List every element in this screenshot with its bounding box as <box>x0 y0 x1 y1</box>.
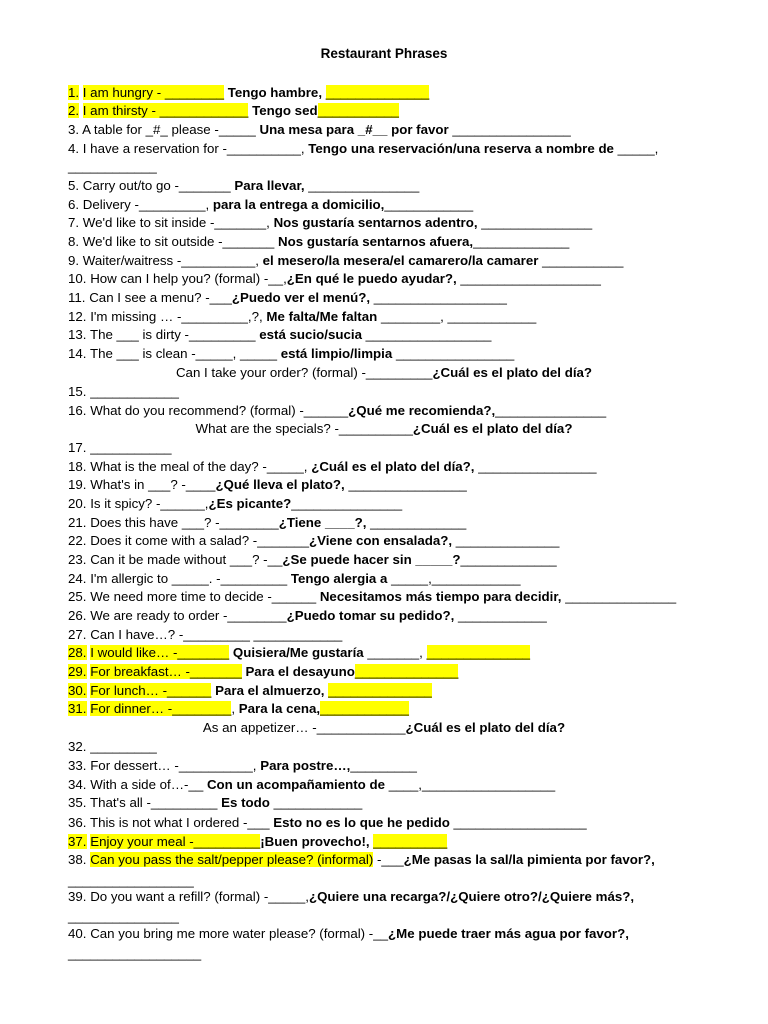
english-text: ________________ <box>452 122 571 137</box>
english-text: 10. <box>68 271 91 286</box>
english-text: -___ <box>373 852 404 867</box>
spanish-text: Quisiera/Me gustaría <box>232 645 364 660</box>
english-text: What do you recommend? (formal) -______ <box>90 403 349 418</box>
english-text: 36. <box>68 815 90 830</box>
english-text: Can you bring me more water please? (formal) -__ <box>90 926 389 941</box>
highlighted-text: ______________ <box>328 683 432 698</box>
highlighted-text: I am hungry - ________ <box>82 85 224 100</box>
phrase-line <box>68 814 748 832</box>
english-text: Does it come with a salad? -_______ <box>90 533 309 548</box>
english-text: _____, <box>613 141 659 156</box>
phrase-line <box>68 700 748 718</box>
english-text: 14. <box>68 346 90 361</box>
english-text: ____________ <box>68 159 157 174</box>
phrase-line <box>68 925 748 943</box>
highlighted-text: __________ <box>373 834 448 849</box>
phrase-line <box>68 289 748 307</box>
spanish-text: para la entrega a domicilio, <box>212 197 385 212</box>
spanish-text: Es todo <box>221 795 270 810</box>
highlighted-text: 1. <box>68 85 80 100</box>
english-text: _________________ <box>68 873 194 888</box>
english-text: Can I see a menu? -___ <box>89 290 232 305</box>
spanish-text: ¿Tiene ____?, <box>278 515 367 530</box>
english-text: 35. <box>68 795 90 810</box>
highlighted-text: 30. <box>68 683 87 698</box>
highlighted-text: For lunch… -______ <box>90 683 212 698</box>
spanish-text: ¿Quiere una recarga?/¿Quiere otro?/¿Quiere más?, <box>308 889 635 904</box>
english-text: 25. <box>68 589 91 604</box>
phrase-line <box>68 888 748 906</box>
english-text: 22. <box>68 533 91 548</box>
highlighted-text: For dinner… -________ <box>90 701 232 716</box>
english-text: We are ready to order -________ <box>90 608 287 623</box>
english-text: ________________ <box>344 477 467 492</box>
phrase-line <box>68 551 748 569</box>
phrase-line <box>68 514 748 532</box>
english-text: ________, ____________ <box>377 309 537 324</box>
english-text: 5. <box>68 178 83 193</box>
phrase-line <box>68 588 748 606</box>
english-text: 23. <box>68 552 91 567</box>
spanish-text: ¿Cuál es el plato del día?, <box>311 459 475 474</box>
english-text: How can I help you? (formal) -__, <box>90 271 287 286</box>
spanish-text: ¿Se puede hacer sin _____? <box>282 552 461 567</box>
spanish-text: Me falta/Me faltan <box>266 309 378 324</box>
phrase-line <box>68 140 748 158</box>
english-text: ________________ <box>392 346 515 361</box>
spanish-text: ¿Me pasas la sal/la pimienta por favor?, <box>403 852 655 867</box>
spanish-text: está limpio/limpia <box>280 346 393 361</box>
phrase-line <box>68 570 748 588</box>
spanish-text: Para la cena, <box>238 701 321 716</box>
spanish-text: ¿Puedo ver el menú?, <box>231 290 371 305</box>
english-text: 4. <box>68 141 83 156</box>
spanish-text: ¿Cuál es el plato del día? <box>432 365 593 380</box>
english-text: We'd like to sit outside -_______ <box>82 234 279 249</box>
phrase-line <box>68 945 748 963</box>
spanish-text: Tengo sed <box>252 103 318 118</box>
highlighted-text: 37. <box>68 834 87 849</box>
phrase-line <box>68 458 748 476</box>
english-text: _______________ <box>495 403 607 418</box>
english-text: ___________ <box>538 253 624 268</box>
english-text: _______, <box>363 645 427 660</box>
spanish-text: Para postre…, <box>260 758 351 773</box>
english-text: 9. <box>68 253 83 268</box>
phrase-line <box>68 252 748 270</box>
english-text: ____________ <box>454 608 547 623</box>
highlighted-text: ______________ <box>426 645 531 660</box>
english-text: , <box>231 701 239 716</box>
phrase-line <box>68 196 748 214</box>
highlighted-text: 29. <box>68 664 87 679</box>
spanish-text: está sucio/sucia <box>259 327 362 342</box>
highlighted-text: 2. <box>68 103 80 118</box>
spanish-text: ¿Cuál es el plato del día? <box>412 421 573 436</box>
english-text: __________________ <box>68 946 202 961</box>
english-text: 18. <box>68 459 91 474</box>
english-text: _____________ <box>366 515 467 530</box>
spanish-text: ¿Me puede traer más agua por favor?, <box>388 926 629 941</box>
english-text: 34. <box>68 777 91 792</box>
english-text: This is not what I ordered -___ <box>89 815 274 830</box>
english-text: Waiter/waitress -__________, <box>82 253 263 268</box>
english-text: 15. <box>68 384 91 399</box>
english-text: _____________ <box>473 234 570 249</box>
page-title: Restaurant Phrases <box>320 46 448 61</box>
phrase-line <box>68 794 748 812</box>
highlighted-text: I would like… -_______ <box>90 645 230 660</box>
phrase-line <box>68 308 748 326</box>
phrase-line <box>68 158 748 176</box>
spanish-text: ¿Qué lleva el plato?, <box>215 477 345 492</box>
english-text: The ___ is dirty -_________ <box>89 327 260 342</box>
english-text: Is it spicy? -______, <box>90 496 209 511</box>
phrase-line <box>68 214 748 232</box>
english-text: That's all -_________ <box>89 795 222 810</box>
phrase-line <box>68 402 748 420</box>
phrase-line <box>68 270 748 288</box>
phrase-line <box>68 644 748 662</box>
english-text: 6. <box>68 197 83 212</box>
spanish-text: Con un acompañamiento de <box>206 777 386 792</box>
english-text: What is the meal of the day? -_____, <box>90 459 312 474</box>
spanish-text: ¿Qué me recomienda?, <box>348 403 496 418</box>
english-text: 7. <box>68 215 83 230</box>
english-text: A table for _#_ please -_____ <box>82 122 260 137</box>
phrase-line <box>68 607 748 625</box>
spanish-text: ¿En qué le puedo ayudar?, <box>286 271 457 286</box>
phrase-line <box>68 177 748 195</box>
english-text: _______________ <box>304 178 420 193</box>
phrase-line <box>0 364 768 382</box>
english-text: We'd like to sit inside -_______, <box>82 215 274 230</box>
english-text: ____,__________________ <box>385 777 556 792</box>
phrase-line <box>68 476 748 494</box>
english-text: 21. <box>68 515 91 530</box>
english-text: _____________ <box>460 552 557 567</box>
english-text: As an appetizer… -____________ <box>202 720 406 735</box>
spanish-text: Para el desayuno <box>245 664 355 679</box>
english-text: _______________ <box>68 909 179 924</box>
english-text: ______________ <box>452 533 560 548</box>
english-text: 19. <box>68 477 91 492</box>
highlighted-text: For breakfast… -_______ <box>90 664 242 679</box>
english-text: 20. <box>68 496 91 511</box>
english-text: _______________ <box>291 496 403 511</box>
phrase-line <box>68 102 748 120</box>
spanish-text: Tengo una reservación/una reserva a nombre de <box>308 141 614 156</box>
english-text: ___________________ <box>456 271 601 286</box>
highlighted-text: ___________ <box>317 103 399 118</box>
highlighted-text: I am thirsty - ____________ <box>82 103 249 118</box>
english-text: 12. <box>68 309 91 324</box>
highlighted-text: ______________ <box>325 85 430 100</box>
english-text: I'm missing … -_________,?, <box>90 309 267 324</box>
spanish-text: ¿Viene con ensalada?, <box>308 533 453 548</box>
spanish-text: ¿Puedo tomar su pedido?, <box>286 608 455 623</box>
phrase-line <box>68 233 748 251</box>
english-text: For dessert… -__________, <box>90 758 261 773</box>
english-text: 39. <box>68 889 91 904</box>
phrase-line <box>68 908 748 926</box>
highlighted-text: ____________ <box>320 701 409 716</box>
english-text: __________________ <box>449 815 587 830</box>
spanish-text: Tengo alergia a <box>290 571 388 586</box>
english-text: 38. <box>68 852 91 867</box>
phrase-line <box>68 345 748 363</box>
english-text: _______________ <box>561 589 677 604</box>
english-text: Carry out/to go -_______ <box>82 178 235 193</box>
english-text: __________________ <box>370 290 507 305</box>
english-text: I have a reservation for -__________, <box>82 141 309 156</box>
english-text: We need more time to decide -______ <box>90 589 320 604</box>
english-text: _____,____________ <box>387 571 521 586</box>
english-text: _________ <box>350 758 417 773</box>
spanish-text: ¡Buen provecho!, <box>260 834 370 849</box>
english-text: Can I take your order? (formal) -_________ <box>175 365 433 380</box>
phrase-line <box>68 663 748 681</box>
phrase-line <box>68 757 748 775</box>
spanish-text: ¿Es picante? <box>208 496 292 511</box>
english-text: _________ <box>90 739 157 754</box>
english-text: 11. <box>68 290 90 305</box>
english-text: 3. <box>68 122 83 137</box>
english-text: _______________ <box>477 215 593 230</box>
english-text: ___________ <box>90 440 172 455</box>
english-text: Does this have ___? -________ <box>90 515 279 530</box>
phrase-line <box>68 121 748 139</box>
english-text: 17. <box>68 440 91 455</box>
phrase-line <box>68 439 748 457</box>
english-text: ____________ <box>90 384 179 399</box>
phrase-line <box>0 420 768 438</box>
english-text: I'm allergic to _____. -_________ <box>90 571 291 586</box>
english-text: With a side of…-__ <box>90 777 207 792</box>
english-text: Can it be made without ___? -__ <box>90 552 283 567</box>
phrase-line <box>68 776 748 794</box>
phrase-line <box>68 833 748 851</box>
english-text: 16. <box>68 403 91 418</box>
english-text: 26. <box>68 608 91 623</box>
phrase-line <box>68 84 748 102</box>
english-text: What are the specials? -__________ <box>195 421 413 436</box>
spanish-text: el mesero/la mesera/el camarero/la camarer <box>262 253 539 268</box>
phrase-line <box>68 626 748 644</box>
spanish-text: Una mesa para _#__ por favor <box>259 122 453 137</box>
spanish-text: Para llevar, <box>234 178 305 193</box>
english-text: What's in ___? -____ <box>90 477 216 492</box>
english-text: ____________ <box>384 197 474 212</box>
highlighted-text: 28. <box>68 645 87 660</box>
spanish-text: Nos gustaría sentarnos adentro, <box>273 215 478 230</box>
phrase-line <box>68 738 748 756</box>
phrase-line <box>68 495 748 513</box>
english-text: ________________ <box>474 459 597 474</box>
spanish-text: Nos gustaría sentarnos afuera, <box>278 234 474 249</box>
english-text: 13. <box>68 327 90 342</box>
phrase-line <box>68 682 748 700</box>
spanish-text: Tengo hambre, <box>227 85 326 100</box>
english-text: Do you want a refill? (formal) -_____, <box>90 889 309 904</box>
spanish-text: Para el almuerzo, <box>215 683 325 698</box>
english-text: 8. <box>68 234 83 249</box>
phrase-line <box>0 719 768 737</box>
highlighted-text: Enjoy your meal -_________ <box>90 834 261 849</box>
english-text: _________________ <box>361 327 492 342</box>
english-text: ____________ <box>269 795 363 810</box>
phrase-line <box>68 383 748 401</box>
english-text: Can I have…? -_________ ____________ <box>90 627 343 642</box>
english-text: 24. <box>68 571 91 586</box>
highlighted-text: 31. <box>68 701 87 716</box>
english-text: Delivery -_________, <box>82 197 213 212</box>
phrase-line <box>68 532 748 550</box>
spanish-text: Necesitamos más tiempo para decidir, <box>319 589 562 604</box>
english-text: 27. <box>68 627 91 642</box>
spanish-text: Esto no es lo que he pedido <box>273 815 450 830</box>
spanish-text: ¿Cuál es el plato del día? <box>405 720 566 735</box>
english-text: 33. <box>68 758 91 773</box>
phrase-line <box>68 326 748 344</box>
phrase-line <box>68 851 748 869</box>
highlighted-text: Can you pass the salt/pepper please? (informal) <box>90 852 374 867</box>
english-text: 40. <box>68 926 91 941</box>
english-text: The ___ is clean -_____, _____ <box>89 346 281 361</box>
english-text: 32. <box>68 739 91 754</box>
highlighted-text: ______________ <box>354 664 459 679</box>
